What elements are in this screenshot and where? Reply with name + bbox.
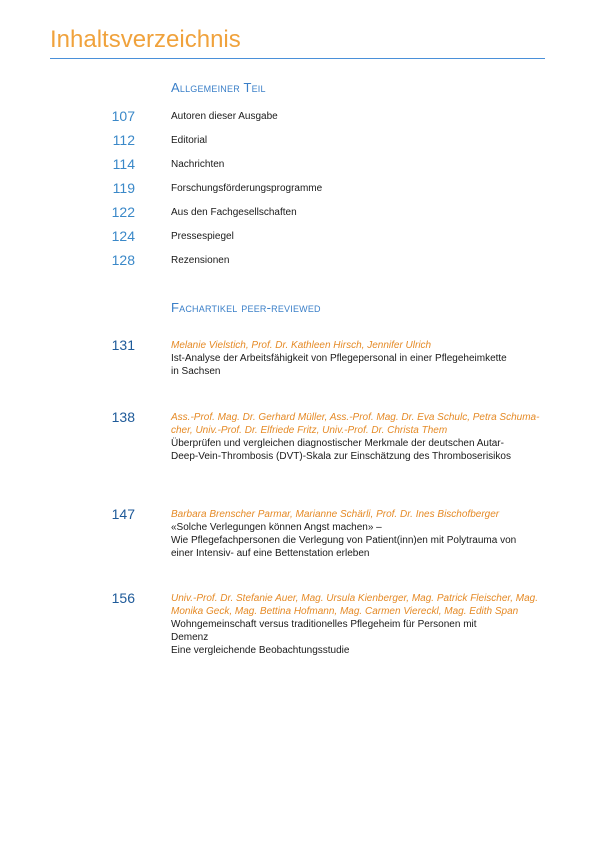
toc-entry[interactable] — [0, 156, 595, 180]
article-body — [171, 339, 541, 378]
article-page-number: 138 — [111, 409, 135, 425]
authors-line: cher, Univ.-Prof. Dr. Elfriede Fritz, Univ.-Prof. Dr. Christa Them — [171, 425, 448, 436]
article-authors — [171, 592, 541, 618]
title-line: Wohngemeinschaft versus traditionelles Pflegeheim für Personen mit — [171, 619, 477, 630]
toc-page-number: 112 — [112, 132, 135, 148]
title-line: Eine vergleichende Beobachtungsstudie — [171, 645, 350, 656]
title-rule — [50, 58, 545, 59]
title-line: Wie Pflegefachpersonen die Verlegung von Patient(inn)en mit Polytrauma von — [171, 535, 517, 546]
toc-entry[interactable] — [0, 180, 595, 204]
article-authors — [171, 339, 541, 352]
article-authors — [171, 411, 541, 437]
article-body — [171, 592, 541, 657]
article-title — [171, 521, 541, 560]
toc-label: Aus den Fachgesellschaften — [171, 207, 297, 218]
toc-page-number: 114 — [112, 156, 135, 172]
title-line: Demenz — [171, 632, 209, 643]
authors-line: Univ.-Prof. Dr. Stefanie Auer, Mag. Ursula Kienberger, Mag. Patrick Fleischer, Mag. — [171, 593, 538, 604]
page-title: Inhaltsverzeichnis — [50, 26, 241, 53]
article-body — [171, 411, 541, 463]
article-authors — [171, 508, 541, 521]
toc-page-number: 107 — [111, 108, 135, 124]
title-line: einer Intensiv- auf eine Bettenstation erleben — [171, 548, 370, 559]
title-line: in Sachsen — [171, 366, 221, 377]
toc-label: Autoren dieser Ausgabe — [171, 111, 278, 122]
title-line: Deep-Vein-Thrombosis (DVT)-Skala zur Einschätzung des Thromboserisikos — [171, 451, 511, 462]
title-line: Überprüfen und vergleichen diagnostischer Merkmale der deutschen Autar- — [171, 438, 504, 449]
section-heading-peer-reviewed: Fachartikel peer-reviewed — [171, 300, 321, 315]
toc-entry[interactable] — [0, 228, 595, 252]
toc-page-number: 128 — [111, 252, 135, 268]
article-title — [171, 437, 541, 463]
authors-line: Barbara Brenscher Parmar, Marianne Schärli, Prof. Dr. Ines Bischofberger — [171, 509, 500, 520]
toc-entry[interactable] — [0, 132, 595, 156]
title-line: «Solche Verlegungen können Angst machen» – — [171, 522, 382, 533]
title-line: Ist-Analyse der Arbeitsfähigkeit von Pflegepersonal in einer Pflegeheimkette — [171, 353, 507, 364]
toc-label: Forschungsförderungsprogramme — [171, 183, 323, 194]
toc-label: Nachrichten — [171, 159, 225, 170]
article-title — [171, 352, 541, 378]
toc-label: Editorial — [171, 135, 208, 146]
authors-line: Melanie Vielstich, Prof. Dr. Kathleen Hirsch, Jennifer Ulrich — [171, 340, 432, 351]
authors-line: Ass.-Prof. Mag. Dr. Gerhard Müller, Ass.-Prof. Mag. Dr. Eva Schulc, Petra Schuma- — [171, 412, 540, 423]
toc-page-number: 119 — [112, 180, 135, 196]
toc-page-number: 124 — [111, 228, 135, 244]
toc-entry[interactable] — [0, 108, 595, 132]
toc-label: Pressespiegel — [171, 231, 234, 242]
section-heading-general: Allgemeiner Teil — [171, 80, 266, 95]
authors-line: Monika Geck, Mag. Bettina Hofmann, Mag. Carmen Viereckl, Mag. Edith Span — [171, 606, 519, 617]
article-page-number: 156 — [111, 590, 135, 606]
toc-entry[interactable] — [0, 204, 595, 228]
toc-entry[interactable] — [0, 252, 595, 276]
toc-label: Rezensionen — [171, 255, 230, 266]
toc-page-number: 122 — [111, 204, 135, 220]
article-page-number: 147 — [111, 506, 135, 522]
article-body — [171, 508, 541, 560]
article-page-number: 131 — [111, 337, 135, 353]
article-title — [171, 618, 541, 657]
